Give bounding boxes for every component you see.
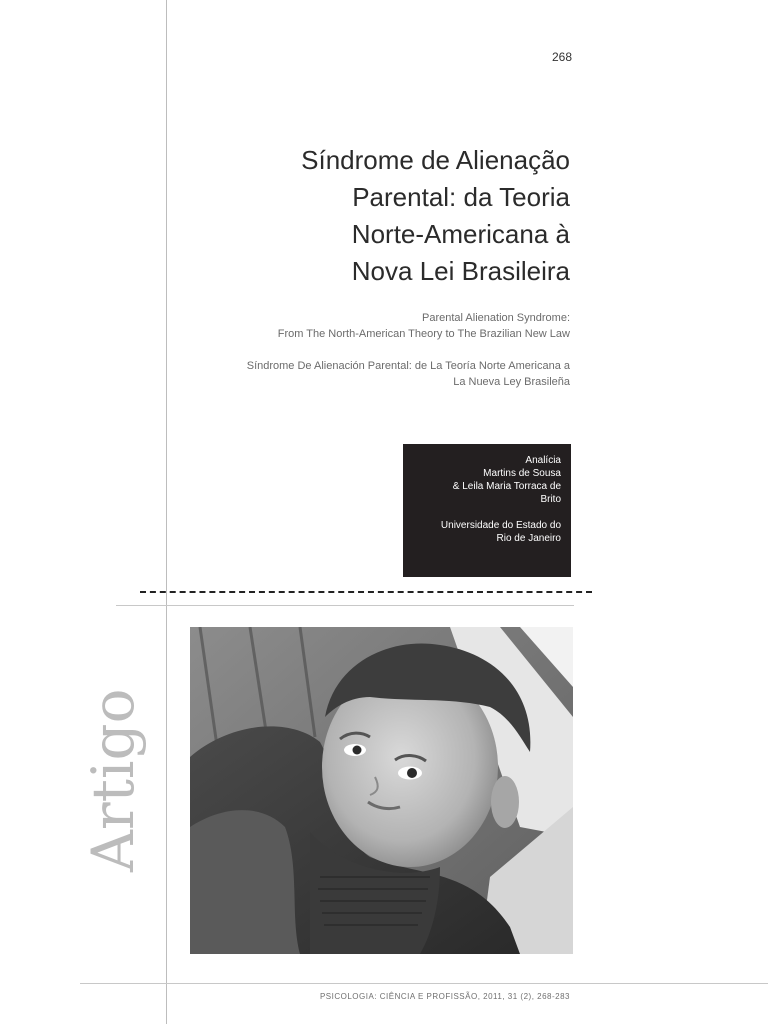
author-line: Analícia [525,455,561,466]
child-photo [190,627,573,954]
affiliation-line: Rio de Janeiro [496,533,561,544]
title-line: Nova Lei Brasileira [351,256,570,286]
title-line: Síndrome de Alienação [301,145,570,175]
spacer [413,506,561,519]
photo-illustration [190,627,573,954]
footer-rule [80,983,768,984]
subtitle-line: From The North-American Theory to The Brazilian New Law [277,328,570,340]
journal-footer: PSICOLOGIA: CIÊNCIA E PROFISSÃO, 2011, 31 (2), 268-283 [319,992,570,1001]
horizontal-rule [116,605,574,606]
affiliation-line: Universidade do Estado do [440,520,561,531]
author-line: Martins de Sousa [483,468,561,479]
english-subtitle [170,310,570,342]
section-label: Artigo [79,688,147,872]
article-title [230,142,570,290]
title-line: Parental: da Teoria [352,182,570,212]
page-number: 268 [551,50,572,64]
author-box [403,444,571,577]
subtitle-line: Parental Alienation Syndrome: [422,312,570,324]
author-line: Brito [540,494,561,505]
spanish-subtitle [170,358,570,390]
title-line: Norte-Americana à [351,219,570,249]
subtitle-line: Síndrome De Alienación Parental: de La Teoría Norte Americana a [246,360,570,372]
subtitle-line: La Nueva Ley Brasileña [453,376,570,388]
dashed-divider [140,591,592,593]
vertical-rule [166,0,167,1024]
author-line: & Leila Maria Torraca de [452,481,561,492]
